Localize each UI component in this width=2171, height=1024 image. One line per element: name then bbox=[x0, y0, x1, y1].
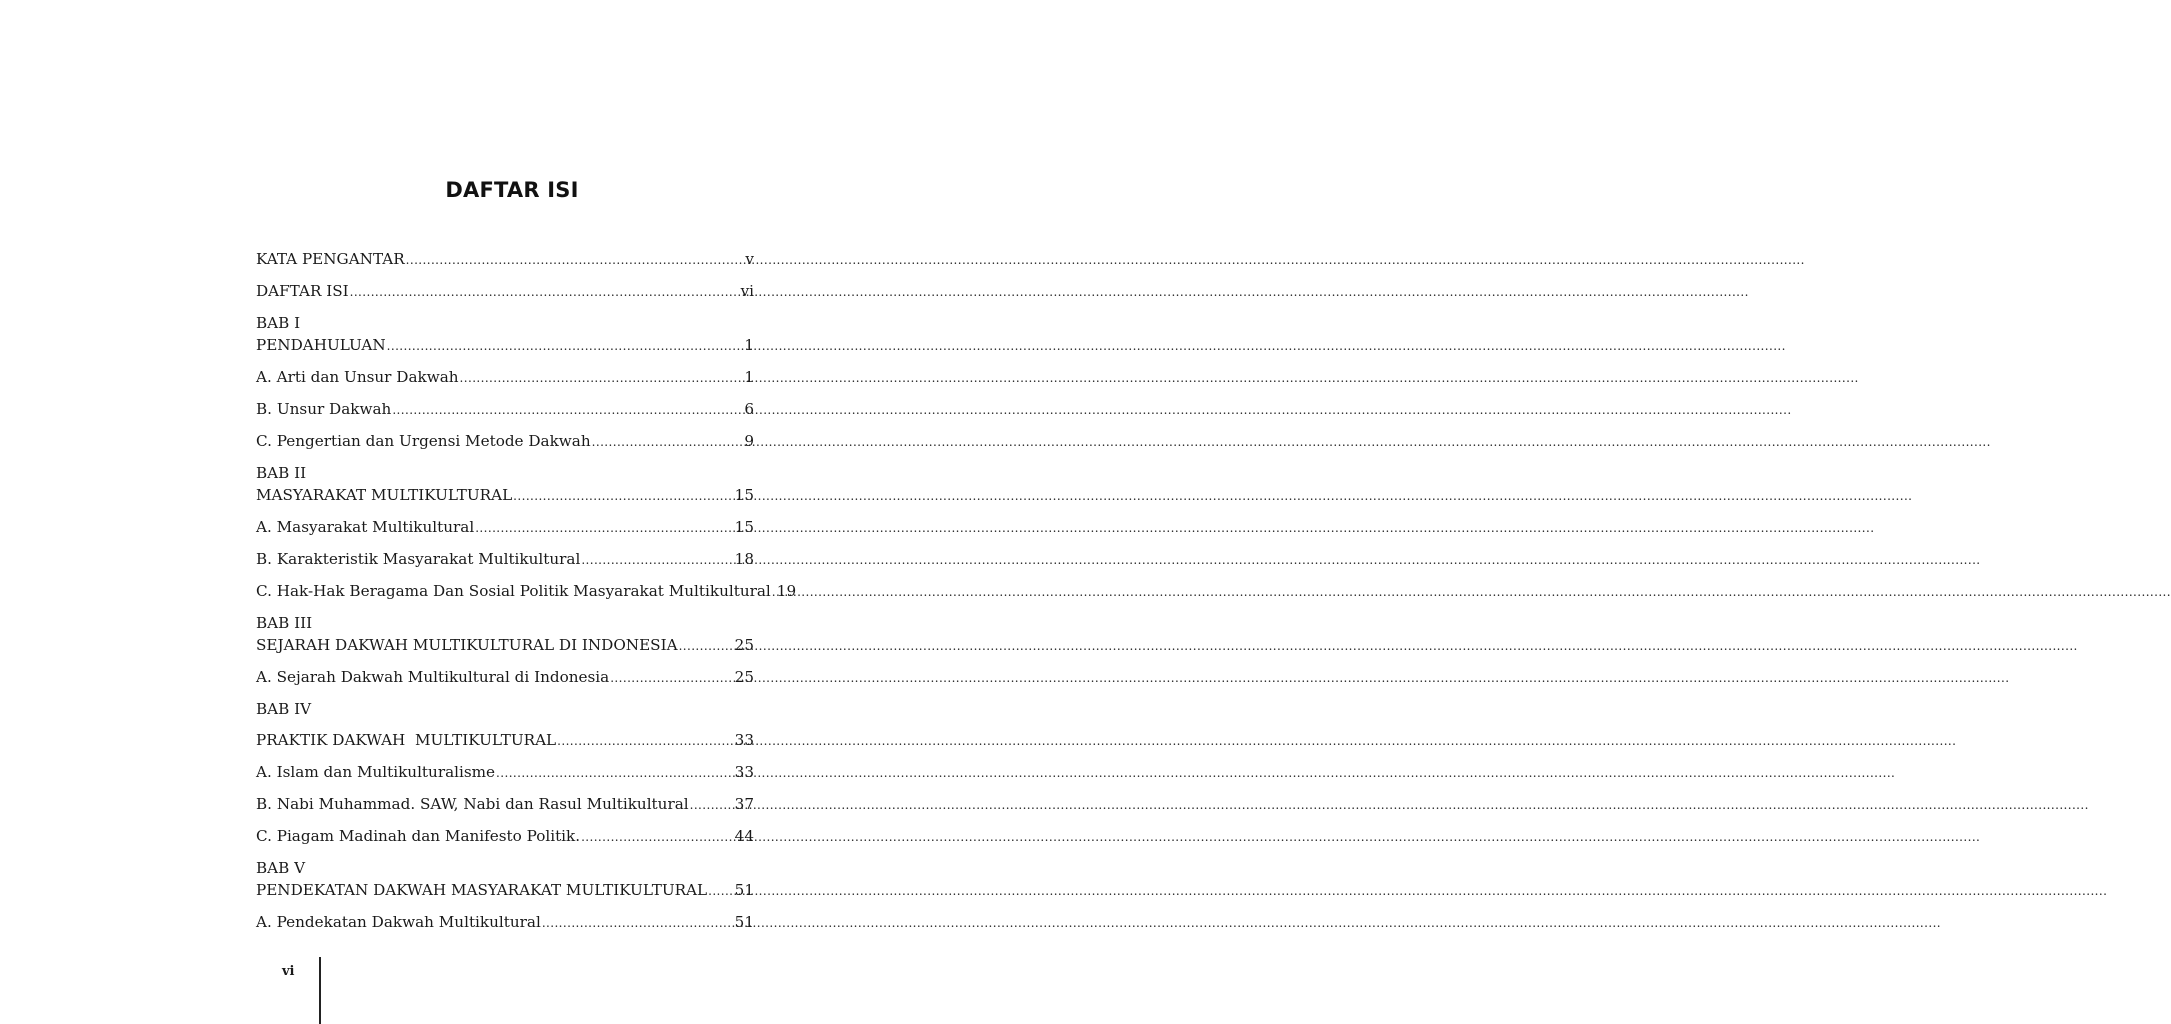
toc-entry-page: 33 bbox=[734, 763, 754, 781]
toc-entry bbox=[256, 825, 754, 848]
dot-leader bbox=[542, 911, 734, 934]
chapter-heading: BAB V bbox=[256, 859, 306, 877]
dot-leader bbox=[513, 484, 734, 507]
dot-leader bbox=[460, 366, 744, 389]
chapter-title-entry bbox=[256, 334, 754, 357]
toc-entry-label: A. Sejarah Dakwah Multikultural di Indonesia bbox=[256, 668, 610, 686]
toc-entry-label: B. Nabi Muhammad. SAW, Nabi dan Rasul Multikultural bbox=[256, 795, 689, 813]
dot-leader bbox=[610, 666, 733, 689]
toc-entry bbox=[256, 248, 754, 271]
toc-entry bbox=[256, 516, 754, 539]
chapter-title-entry bbox=[256, 729, 754, 752]
table-of-contents bbox=[256, 248, 797, 934]
toc-entry-page: 33 bbox=[734, 731, 754, 749]
page-title: DAFTAR ISI bbox=[445, 178, 579, 202]
chapter-title-entry bbox=[256, 634, 754, 657]
toc-entry-label: A. Masyarakat Multikultural bbox=[256, 518, 475, 536]
dot-leader bbox=[557, 729, 734, 752]
toc-entry bbox=[256, 398, 754, 421]
toc-entry-page: v bbox=[745, 250, 754, 268]
toc-entry-label: SEJARAH DAKWAH MULTIKULTURAL DI INDONESIA bbox=[256, 636, 678, 654]
toc-entry-label: PENDEKATAN DAKWAH MASYARAKAT MULTIKULTURAL bbox=[256, 881, 708, 899]
dot-leader bbox=[392, 398, 743, 421]
toc-entry-page: 6 bbox=[744, 400, 754, 418]
dot-leader bbox=[475, 516, 733, 539]
toc-entry bbox=[256, 666, 754, 689]
toc-entry-page: 37 bbox=[734, 795, 754, 813]
toc-entry-page: 1 bbox=[744, 336, 754, 354]
dot-leader bbox=[690, 793, 734, 816]
dot-leader bbox=[581, 825, 734, 848]
toc-entry-label: DAFTAR ISI bbox=[256, 282, 349, 300]
chapter-heading: BAB III bbox=[256, 614, 313, 632]
toc-entry bbox=[256, 761, 754, 784]
dot-leader bbox=[772, 580, 776, 603]
toc-entry-page: 18 bbox=[734, 550, 754, 568]
toc-entry-label: B. Karakteristik Masyarakat Multikultural bbox=[256, 550, 581, 568]
toc-entry-page: 44 bbox=[734, 827, 754, 845]
toc-entry-page: 15 bbox=[734, 486, 754, 504]
toc-entry bbox=[256, 548, 754, 571]
footer-divider bbox=[319, 957, 321, 1024]
dot-leader bbox=[592, 430, 744, 453]
chapter-heading: BAB I bbox=[256, 314, 301, 332]
toc-entry-label: A. Islam dan Multikulturalisme bbox=[256, 763, 496, 781]
toc-entry bbox=[256, 280, 754, 303]
toc-entry-label: KATA PENGANTAR bbox=[256, 250, 405, 268]
page-number: vi bbox=[282, 964, 295, 979]
toc-entry-label: A. Pendekatan Dakwah Multikultural bbox=[256, 913, 541, 931]
dot-leader bbox=[708, 879, 734, 902]
dot-leader bbox=[387, 334, 744, 357]
dot-leader bbox=[679, 634, 734, 657]
toc-entry bbox=[256, 430, 754, 453]
toc-entry-label: PRAKTIK DAKWAH MULTIKULTURAL bbox=[256, 731, 557, 749]
toc-entry-page: 25 bbox=[734, 636, 754, 654]
dot-leader bbox=[581, 548, 733, 571]
toc-entry-label: MASYARAKAT MULTIKULTURAL bbox=[256, 486, 513, 504]
toc-entry-label: C. Hak-Hak Beragama Dan Sosial Politik Masyarakat Multikultural bbox=[256, 582, 771, 600]
chapter-heading: BAB IV bbox=[256, 700, 312, 718]
toc-entry bbox=[256, 366, 754, 389]
toc-entry-page: 9 bbox=[744, 432, 754, 450]
toc-entry-page: 25 bbox=[734, 668, 754, 686]
toc-entry-label: A. Arti dan Unsur Dakwah bbox=[256, 368, 459, 386]
toc-entry-label: C. Pengertian dan Urgensi Metode Dakwah bbox=[256, 432, 591, 450]
chapter-title-entry bbox=[256, 484, 754, 507]
dot-leader bbox=[406, 248, 745, 271]
toc-entry bbox=[256, 793, 754, 816]
toc-entry-label: B. Unsur Dakwah bbox=[256, 400, 392, 418]
chapter-heading: BAB II bbox=[256, 464, 307, 482]
chapter-title-entry bbox=[256, 879, 754, 902]
toc-entry-page: 51 bbox=[734, 913, 754, 931]
toc-entry-page: 1 bbox=[744, 368, 754, 386]
toc-entry-page: vi bbox=[740, 282, 754, 300]
toc-entry-label: C. Piagam Madinah dan Manifesto Politik. bbox=[256, 827, 581, 845]
toc-entry-page: 15 bbox=[734, 518, 754, 536]
dot-leader bbox=[350, 280, 740, 303]
toc-entry-page: 51 bbox=[734, 881, 754, 899]
dot-leader bbox=[496, 761, 734, 784]
toc-entry-page: 19 bbox=[776, 582, 797, 600]
toc-entry bbox=[256, 580, 797, 603]
toc-entry-label: PENDAHULUAN bbox=[256, 336, 386, 354]
toc-entry bbox=[256, 911, 754, 934]
